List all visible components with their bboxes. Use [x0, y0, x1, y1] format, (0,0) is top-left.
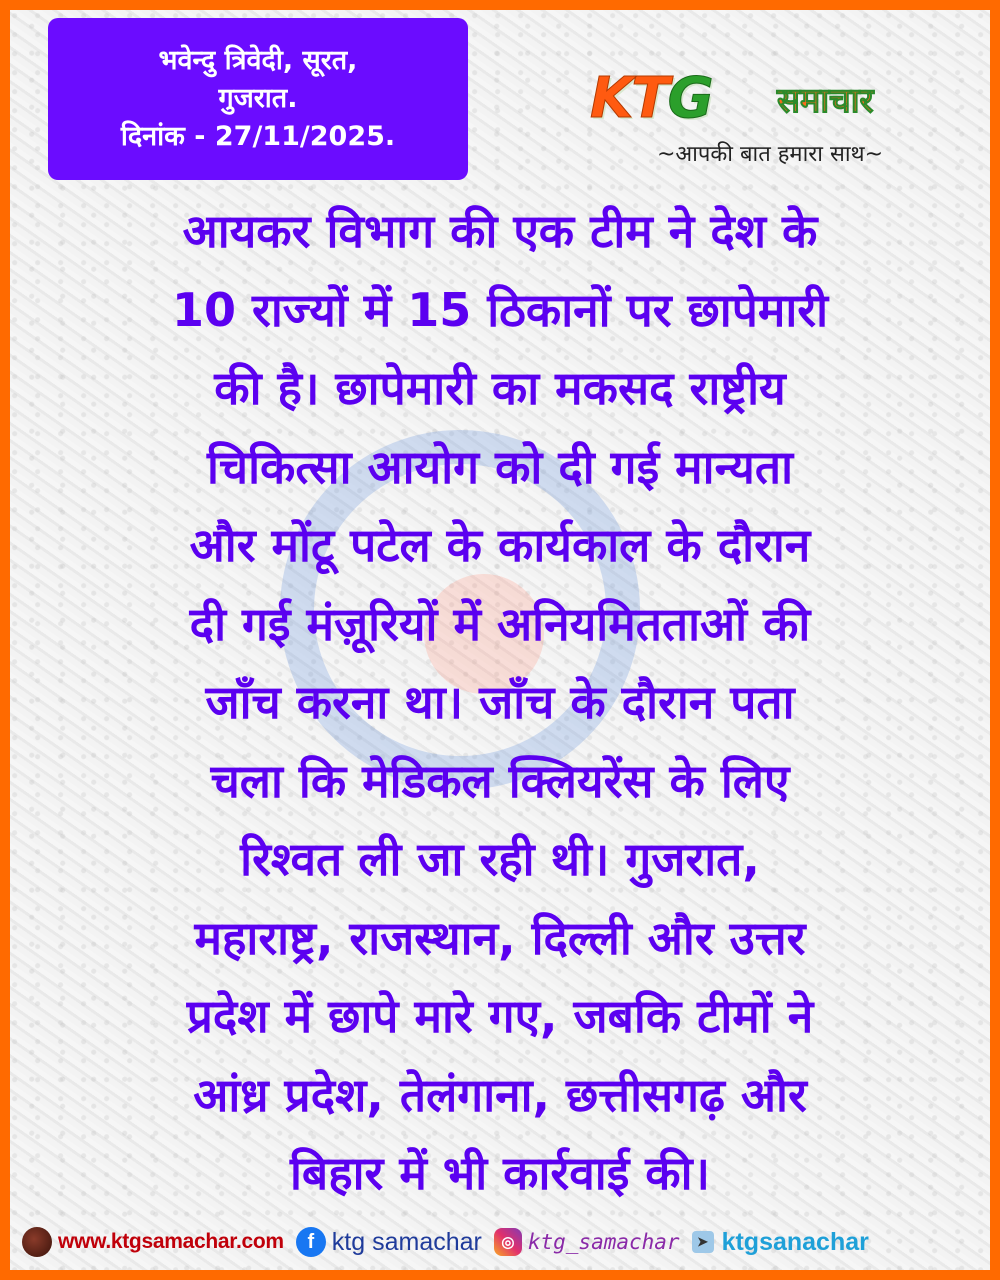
facebook-link[interactable]: ktg samachar	[331, 1227, 482, 1256]
article-line: बिहार में भी कार्रवाई की।	[290, 1146, 710, 1200]
article-line: महाराष्ट्र, राजस्थान, दिल्ली और उत्तर	[194, 910, 806, 965]
logo-brand: KTG	[590, 66, 712, 131]
website-link[interactable]: www.ktgsamachar.com	[58, 1230, 284, 1253]
author-line: भवेन्दु त्रिवेदी, सूरत,	[158, 45, 358, 76]
article-line: प्रदेश में छापे मारे गए, जबकि टीमों ने	[186, 989, 814, 1043]
article-body	[10, 192, 990, 1213]
globe-icon	[22, 1227, 52, 1257]
post-frame	[10, 10, 990, 1270]
article-line: रिश्वत ली जा रही थी। गुजरात,	[240, 832, 760, 886]
telegram-icon: ➤	[692, 1231, 714, 1253]
logo-brand-hindi: समाचार	[777, 81, 874, 121]
article-line: आंध्र प्रदेश, तेलंगाना, छत्तीसगढ़ और	[193, 1067, 807, 1122]
tagline: ~आपकी बात हमारा साथ~	[656, 142, 884, 167]
article-line: की है। छापेमारी का मकसद राष्ट्रीय	[214, 361, 786, 415]
instagram-link[interactable]: ktg_samachar	[527, 1230, 680, 1254]
date-line: दिनांक - 27/11/2025.	[120, 121, 396, 152]
article-line: आयकर विभाग की एक टीम ने देश के	[182, 204, 818, 258]
article-line: जाँच करना था। जाँच के दौरान पता	[205, 675, 795, 729]
article-line: और मोंटू पटेल के कार्यकाल के दौरान	[189, 518, 811, 572]
footer-social-bar	[10, 1222, 990, 1262]
state-line: गुजरात.	[218, 83, 298, 114]
ktg-logo	[582, 60, 962, 132]
byline-box	[48, 18, 468, 180]
article-line: चिकित्सा आयोग को दी गई मान्यता	[207, 439, 793, 494]
facebook-icon: f	[296, 1227, 326, 1257]
article-line: चला कि मेडिकल क्लियरेंस के लिए	[210, 753, 790, 808]
instagram-icon: ◎	[494, 1228, 522, 1256]
telegram-link[interactable]: ktgsanachar	[721, 1227, 869, 1256]
article-line: 10 राज्यों में 15 ठिकानों पर छापेमारी	[172, 282, 828, 337]
article-line: दी गई मंज़ूरियों में अनियमितताओं की	[189, 596, 811, 651]
